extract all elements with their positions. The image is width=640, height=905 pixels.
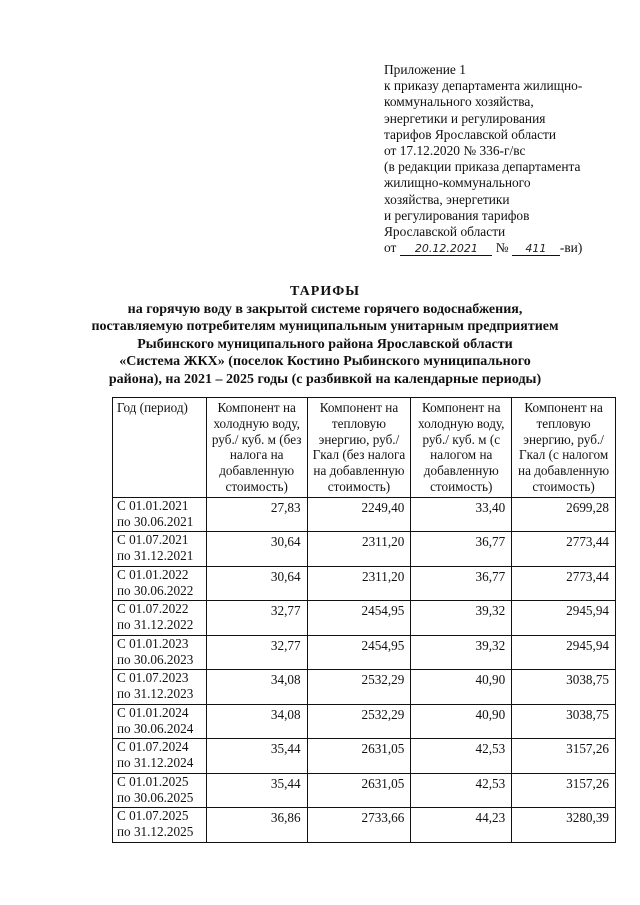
- appendix-line: жилищно-коммунального: [384, 175, 531, 191]
- heat-incl-vat-cell: 2945,94: [512, 601, 616, 636]
- cold-water-excl-vat-cell: 36,86: [206, 808, 307, 843]
- cold-water-incl-vat-cell: 33,40: [411, 497, 512, 532]
- header-heat-incl-vat: Компонент на тепловую энергию, руб./Гкал (с налогом на добавленную стоимость): [512, 398, 616, 498]
- heat-excl-vat-cell: 2733,66: [307, 808, 411, 843]
- cold-water-excl-vat-cell: 34,08: [206, 670, 307, 705]
- period-to: по 31.12.2025: [117, 824, 194, 840]
- appendix-line: к приказу департамента жилищно-: [384, 78, 583, 94]
- cold-water-excl-vat-cell: 32,77: [206, 635, 307, 670]
- appendix-line: (в редакции приказа департамента: [384, 159, 581, 175]
- cold-water-excl-vat-cell: 35,44: [206, 739, 307, 774]
- period-from: С 01.01.2023: [117, 635, 189, 651]
- heat-incl-vat-cell: 2945,94: [512, 635, 616, 670]
- cold-water-incl-vat-cell: 42,53: [411, 739, 512, 774]
- period-cell: [113, 670, 207, 705]
- period-to: по 30.06.2022: [117, 582, 194, 598]
- period-from: С 01.01.2025: [117, 773, 189, 789]
- table-row: [113, 601, 616, 636]
- table-row: [113, 704, 616, 739]
- heat-excl-vat-cell: 2631,05: [307, 739, 411, 774]
- period-cell: [113, 601, 207, 636]
- appendix-line: коммунального хозяйства,: [384, 94, 534, 110]
- heat-incl-vat-cell: 3280,39: [512, 808, 616, 843]
- period-to: по 30.06.2021: [117, 513, 194, 529]
- header-cold-water-excl-vat: Компонент на холодную воду, руб./ куб. м (без налога на добавленную стоимость): [206, 398, 307, 498]
- from-label: от: [384, 240, 397, 256]
- document-title: [90, 283, 560, 388]
- table-header-row: [113, 398, 616, 498]
- heat-incl-vat-cell: 2773,44: [512, 532, 616, 567]
- period-to: по 30.06.2024: [117, 720, 194, 736]
- title-main: ТАРИФЫ: [290, 284, 360, 299]
- period-cell: [113, 566, 207, 601]
- handwritten-number: 411: [512, 242, 560, 256]
- period-to: по 31.12.2023: [117, 686, 194, 702]
- cold-water-excl-vat-cell: 30,64: [206, 532, 307, 567]
- heat-excl-vat-cell: 2311,20: [307, 566, 411, 601]
- heat-excl-vat-cell: 2454,95: [307, 635, 411, 670]
- title-line: района), на 2021 – 2025 годы (с разбивкой на календарные периоды): [108, 371, 542, 387]
- table-row: [113, 808, 616, 843]
- period-from: С 01.07.2021: [117, 532, 189, 548]
- header-cold-water-incl-vat: Компонент на холодную воду, руб./ куб. м (с налогом на добавленную стоимость): [411, 398, 512, 498]
- heat-excl-vat-cell: 2631,05: [307, 773, 411, 808]
- period-from: С 01.01.2022: [117, 566, 189, 582]
- cold-water-incl-vat-cell: 40,90: [411, 670, 512, 705]
- handwritten-date: 20.12.2021: [400, 242, 492, 256]
- order-suffix: -ви): [559, 240, 583, 256]
- heat-incl-vat-cell: 3038,75: [512, 704, 616, 739]
- cold-water-excl-vat-cell: 30,64: [206, 566, 307, 601]
- cold-water-excl-vat-cell: 27,83: [206, 497, 307, 532]
- cold-water-incl-vat-cell: 39,32: [411, 635, 512, 670]
- tariff-table: [112, 397, 616, 843]
- heat-incl-vat-cell: 2773,44: [512, 566, 616, 601]
- table-row: [113, 773, 616, 808]
- period-cell: [113, 532, 207, 567]
- period-from: С 01.07.2023: [117, 670, 189, 686]
- period-from: С 01.07.2025: [117, 808, 189, 824]
- title-line: на горячую воду в закрытой системе горячего водоснабжения,: [127, 301, 523, 317]
- period-to: по 30.06.2025: [117, 789, 194, 805]
- title-line: поставляемую потребителям муниципальным унитарным предприятием: [91, 319, 559, 334]
- period-cell: [113, 497, 207, 532]
- appendix-line: и регулирования тарифов: [384, 207, 530, 223]
- heat-incl-vat-cell: 3038,75: [512, 670, 616, 705]
- appendix-line: Приложение 1: [384, 62, 466, 77]
- title-line: «Система ЖКХ» (поселок Костино Рыбинского муниципального: [119, 354, 531, 369]
- cold-water-incl-vat-cell: 36,77: [411, 532, 512, 567]
- cold-water-incl-vat-cell: 44,23: [411, 808, 512, 843]
- header-period: Год (период): [113, 398, 207, 498]
- period-cell: [113, 704, 207, 739]
- cold-water-incl-vat-cell: 42,53: [411, 773, 512, 808]
- appendix-line: энергетики и регулирования: [384, 110, 546, 126]
- table-row: [113, 739, 616, 774]
- period-from: С 01.01.2024: [117, 704, 189, 720]
- period-to: по 31.12.2024: [117, 755, 194, 771]
- header-heat-excl-vat: Компонент на тепловую энергию, руб./Гкал (без налога на добавленную стоимость): [307, 398, 411, 498]
- heat-incl-vat-cell: 2699,28: [512, 497, 616, 532]
- heat-excl-vat-cell: 2454,95: [307, 601, 411, 636]
- period-to: по 30.06.2023: [117, 651, 194, 667]
- cold-water-excl-vat-cell: 32,77: [206, 601, 307, 636]
- table-row: [113, 532, 616, 567]
- cold-water-excl-vat-cell: 35,44: [206, 773, 307, 808]
- heat-excl-vat-cell: 2249,40: [307, 497, 411, 532]
- number-label: №: [495, 240, 509, 256]
- table-row: [113, 635, 616, 670]
- heat-excl-vat-cell: 2532,29: [307, 704, 411, 739]
- period-cell: [113, 635, 207, 670]
- period-cell: [113, 739, 207, 774]
- period-to: по 31.12.2022: [117, 617, 194, 633]
- period-to: по 31.12.2021: [117, 548, 194, 564]
- table-row: [113, 566, 616, 601]
- heat-excl-vat-cell: 2311,20: [307, 532, 411, 567]
- appendix-line: тарифов Ярославской области: [384, 126, 557, 142]
- cold-water-incl-vat-cell: 40,90: [411, 704, 512, 739]
- title-line: Рыбинского муниципального района Ярославской области: [137, 336, 513, 352]
- heat-incl-vat-cell: 3157,26: [512, 739, 616, 774]
- cold-water-excl-vat-cell: 34,08: [206, 704, 307, 739]
- table-row: [113, 670, 616, 705]
- heat-excl-vat-cell: 2532,29: [307, 670, 411, 705]
- cold-water-incl-vat-cell: 39,32: [411, 601, 512, 636]
- appendix-line: от 17.12.2020 № 336-г/вс: [384, 143, 526, 159]
- appendix-line: хозяйства, энергетики: [384, 191, 510, 207]
- period-cell: [113, 773, 207, 808]
- cold-water-incl-vat-cell: 36,77: [411, 566, 512, 601]
- heat-incl-vat-cell: 3157,26: [512, 773, 616, 808]
- appendix-block: [384, 62, 634, 256]
- period-from: С 01.07.2024: [117, 739, 189, 755]
- amendment-date-line: [384, 240, 634, 256]
- period-from: С 01.07.2022: [117, 601, 189, 617]
- period-cell: [113, 808, 207, 843]
- period-from: С 01.01.2021: [117, 497, 189, 513]
- appendix-line: Ярославской области: [384, 224, 506, 240]
- table-row: [113, 497, 616, 532]
